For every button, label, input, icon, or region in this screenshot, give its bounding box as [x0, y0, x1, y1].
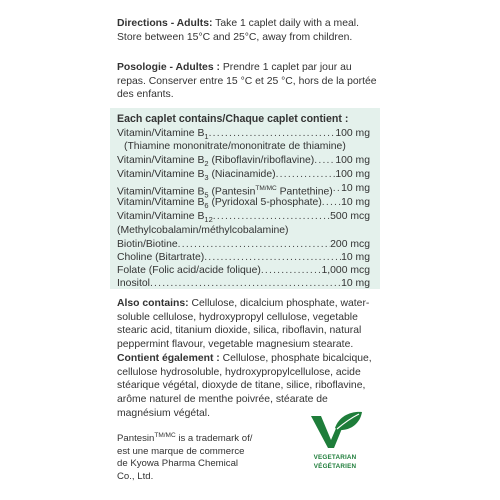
- ingredient-row-b12: [117, 210, 370, 224]
- vegetarian-logo: [304, 410, 366, 476]
- vegetarian-label-en: VEGETARIAN: [313, 454, 357, 461]
- ingredient-note-thiamine: (Thiamine mononitrate/mononitrate de thiamine): [124, 141, 346, 152]
- ingredient-subscript: 6: [204, 201, 209, 211]
- ingredient-value: 200 mcg: [330, 239, 370, 250]
- directions-english: [117, 17, 377, 44]
- contient-label: Contient également :: [117, 353, 220, 364]
- leader-dots: [213, 210, 330, 224]
- leader-dots: [209, 127, 336, 141]
- ingredient-row-inositol: [117, 277, 370, 291]
- ingredient-subscript: 1: [204, 132, 209, 142]
- ingredient-label-detail-2: Pantethine): [276, 186, 333, 198]
- also-contains-label: Also contains:: [117, 298, 189, 309]
- posologie-label: Posologie - Adultes :: [117, 62, 220, 73]
- leader-dots: [276, 168, 336, 182]
- directions-label: Directions - Adults:: [117, 18, 213, 29]
- posologie-text: Prendre 1 caplet par jour au repas. Conserver entre 15 °C et 25 °C, hors de la portée des enfants.: [117, 62, 377, 101]
- ingredient-subscript: 3: [204, 173, 209, 183]
- ingredient-label: Vitamin/Vitamine B: [117, 197, 205, 208]
- trademark-superscript: TM/MC: [154, 432, 176, 439]
- ingredient-label: Biotin/Biotine: [117, 239, 178, 250]
- ingredient-label-detail: (Pyridoxal 5-phosphate): [208, 197, 322, 208]
- ingredient-label: Inositol: [117, 278, 150, 289]
- trademark-superscript: TM/MC: [255, 185, 277, 192]
- ingredient-value: 500 mcg: [330, 211, 370, 222]
- ingredient-label: Vitamin/Vitamine B: [117, 128, 205, 139]
- ingredient-row-b2: [117, 154, 370, 168]
- leader-dots: [150, 277, 341, 291]
- composition-title: Each caplet contains/Chaque caplet contient :: [117, 113, 349, 125]
- ingredient-row-biotin: [117, 238, 370, 252]
- ingredient-row-choline: [117, 251, 370, 265]
- trademark-brand: Pantesin: [117, 433, 155, 445]
- leader-dots: [333, 182, 341, 196]
- ingredient-value: 10 mg: [341, 197, 370, 208]
- ingredient-label-detail: (Riboflavin/riboflavine): [208, 155, 315, 166]
- also-contains-text: Cellulose, dicalcium phosphate, water-soluble cellulose, hydroxypropyl cellulose, vegetable stearic acid, titanium dioxide, silica, riboflavin, natural peppermint flavour, vegetable magnesium stearate.: [117, 298, 370, 351]
- leader-dots: [204, 251, 341, 265]
- ingredient-label: Vitamin/Vitamine B: [117, 186, 205, 198]
- leader-dots: [261, 264, 322, 278]
- vegetarian-leaf-v-icon: [309, 410, 363, 450]
- ingredient-label-detail: (Pantesin: [208, 186, 256, 198]
- ingredient-row-b3: [117, 168, 370, 182]
- ingredient-value: 100 mg: [335, 155, 370, 166]
- directions-french: [117, 61, 377, 102]
- ingredient-row-b1: [117, 127, 370, 141]
- ingredient-label: Folate (Folic acid/acide folique): [117, 265, 261, 276]
- ingredient-value: 10 mg: [341, 183, 370, 194]
- ingredient-value: 100 mg: [335, 128, 370, 139]
- vegetarian-label-fr: VÉGÉTARIEN: [313, 463, 357, 470]
- leader-dots: [322, 196, 341, 210]
- directions-text: Take 1 caplet daily with a meal. Store between 15°C and 25°C, away from children.: [117, 18, 359, 43]
- ingredient-label: Vitamin/Vitamine B: [117, 155, 205, 166]
- ingredient-row-folate: [117, 264, 370, 278]
- ingredient-row-b6: [117, 196, 370, 210]
- trademark-text: is a trademark of/ est une marque de commerce de Kyowa Pharma Chemical Co., Ltd.: [117, 433, 253, 482]
- ingredient-subscript: 12: [204, 215, 213, 225]
- leader-dots: [178, 238, 330, 252]
- ingredient-value: 10 mg: [341, 278, 370, 289]
- ingredient-label: Choline (Bitartrate): [117, 252, 205, 263]
- ingredient-row-b5: [117, 182, 370, 200]
- ingredient-note-methylcobalamin: (Methylcobalamin/méthylcobalamine): [117, 225, 289, 236]
- leader-dots: [314, 154, 335, 168]
- trademark-note: [117, 430, 257, 484]
- contient-text: Cellulose, phosphate bicalcique, cellulose hydrosoluble, hydroxypropylcellulose, acide stéarique végétal, dioxyde de titane, silice, riboflavine, arôme naturel de menthe poivrée, stéarate de magnésium végétal.: [117, 353, 372, 419]
- ingredient-value: 10 mg: [341, 252, 370, 263]
- ingredient-label: Vitamin/Vitamine B: [117, 211, 205, 222]
- ingredient-label: Vitamin/Vitamine B: [117, 169, 205, 180]
- ingredient-value: 1,000 mcg: [321, 265, 370, 276]
- also-contains-english: [117, 297, 377, 352]
- ingredient-subscript: 2: [204, 159, 209, 169]
- ingredient-value: 100 mg: [335, 169, 370, 180]
- ingredient-subscript: 5: [204, 190, 209, 200]
- ingredient-label-detail: (Niacinamide): [208, 169, 276, 180]
